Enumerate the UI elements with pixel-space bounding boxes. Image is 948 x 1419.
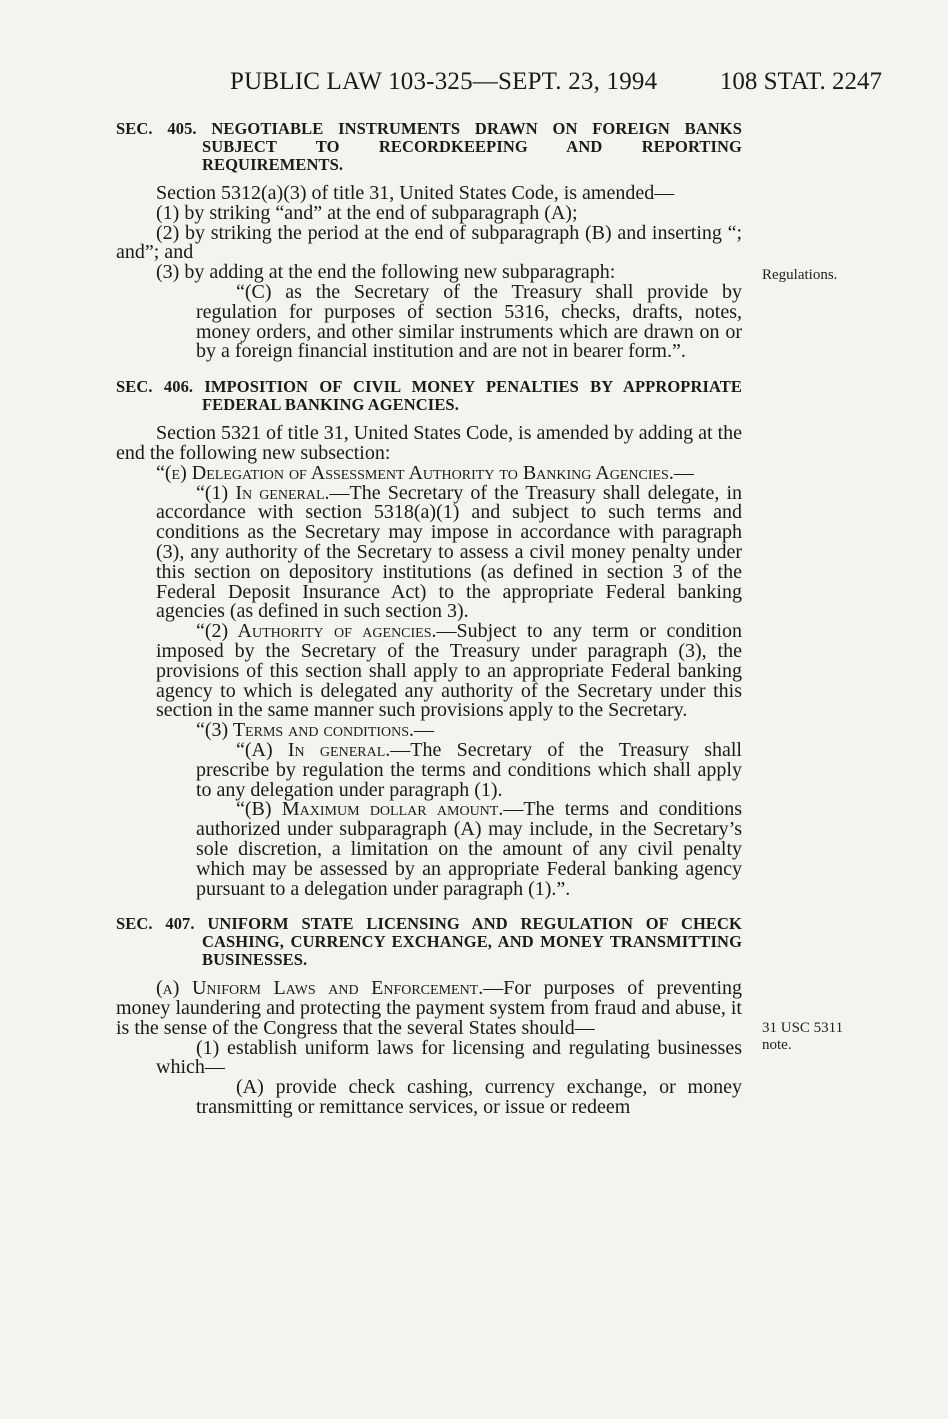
- paragraph-2-label: “(2) Authority of agencies.: [196, 620, 437, 643]
- sec-405-item-1: (1) by striking “and” at the end of subparagraph (A);: [156, 201, 578, 224]
- subparagraph-b-text: —The terms and conditions authorized under subparagraph (A) may include, in the Secretary’s sole discretion, a limitation on the amount of any civil penalty which may be assessed by an appropriate Federal banking agency pursuant to a delegation under paragraph (1).”.: [196, 798, 742, 900]
- margin-note-usc-line1: 31 USC 5311: [762, 1020, 844, 1036]
- sec-407-subsection-a: [116, 979, 742, 1038]
- sec-405-item-3: (3) by adding at the end the following new subparagraph:: [156, 261, 616, 284]
- subparagraph-a-text: —The Secretary of the Treasury shall prescribe by regulation the terms and conditions which shall apply to any delegation under paragraph (1).: [196, 738, 742, 801]
- sec-407-heading: SEC. 407. UNIFORM STATE LICENSING AND REGULATION OF CHECK CASHING, CURRENCY EXCHANGE, AND MONEY TRANSMITTING BUSINESSES.: [116, 914, 742, 970]
- paragraph-1-label: “(1) In general.: [196, 481, 330, 504]
- sec-406-intro: Section 5321 of title 31, United States Code, is amended by adding at the end the following new subsection:: [116, 422, 743, 464]
- sec-406-paragraph-2: [116, 622, 742, 721]
- sec-406-heading: SEC. 406. IMPOSITION OF CIVIL MONEY PENALTIES BY APPROPRIATE FEDERAL BANKING AGENCIES.: [116, 377, 742, 415]
- paragraph-2-text: —Subject to any term or condition imposed by the Secretary of the Treasury under paragraph (3), the provisions of this section shall apply to an appropriate Federal banking agency to which is delegated any authority of the Secretary under this section in the same manner such provisions apply to the Secretary.: [156, 620, 743, 722]
- statute-page-number: 108 STAT. 2247: [719, 68, 882, 95]
- sec-405-item-2: (2) by striking the period at the end of subparagraph (B) and inserting “; and”; and: [116, 221, 742, 264]
- paragraph-1-text: —The Secretary of the Treasury shall delegate, in accordance with section 5318(a)(1) and subject to such terms and conditions as the Secretary may impose in accordance with paragraph (3), any authority of the Secretary to assess a civil money penalty under this section on depository institutions (as defined in section 3 of the Federal Deposit Insurance Act) to the appropriate Federal banking agencies (as defined in such section 3).: [156, 481, 743, 623]
- sec-406-paragraph-1: [116, 481, 743, 623]
- subsection-a-label: (a) Uniform Laws and Enforcement.: [156, 977, 484, 1000]
- sec-406-subparagraph-b: [116, 800, 742, 899]
- margin-note-regulations: Regulations.: [762, 267, 838, 283]
- page-header: [110, 68, 900, 108]
- document-body: [116, 120, 742, 1118]
- sec-406-paragraph-3: “(3) Terms and conditions.—: [196, 719, 435, 742]
- sec-406-subsection-e-heading: “(e) Delegation of Assessment Authority to Banking Agencies.—: [156, 461, 694, 484]
- sec-405-quote-c: “(C) as the Secretary of the Treasury shall provide by regulation for purposes of section 5316, checks, drafts, notes, money orders, and other similar instruments which are drawn on or by a foreign financial institution and are not in bearer form.”.: [196, 280, 742, 363]
- margin-note-usc-line2: note.: [762, 1037, 792, 1053]
- sec-406-subparagraph-a: [116, 738, 742, 801]
- subparagraph-a-label: “(A) In general.: [236, 738, 391, 761]
- sec-407-item-a: (A) provide check cashing, currency exchange, or money transmitting or remittance services, or issue or redeem: [196, 1076, 742, 1119]
- public-law-title: PUBLIC LAW 103-325—SEPT. 23, 1994: [230, 68, 658, 95]
- subsection-a-text: —For purposes of preventing money laundering and protecting the payment system from fraud and abuse, it is the sense of the Congress that the several States should—: [116, 977, 742, 1039]
- subparagraph-b-label: “(B) Maximum dollar amount.: [236, 798, 504, 821]
- sec-405-intro: Section 5312(a)(3) of title 31, United States Code, is amended—: [156, 182, 675, 204]
- sec-407-item-1: (1) establish uniform laws for licensing and regulating businesses which—: [156, 1036, 742, 1079]
- sec-405-heading: SEC. 405. NEGOTIABLE INSTRUMENTS DRAWN ON FOREIGN BANKS SUBJECT TO RECORDKEEPING AND REPORTING REQUIREMENTS.: [116, 119, 742, 174]
